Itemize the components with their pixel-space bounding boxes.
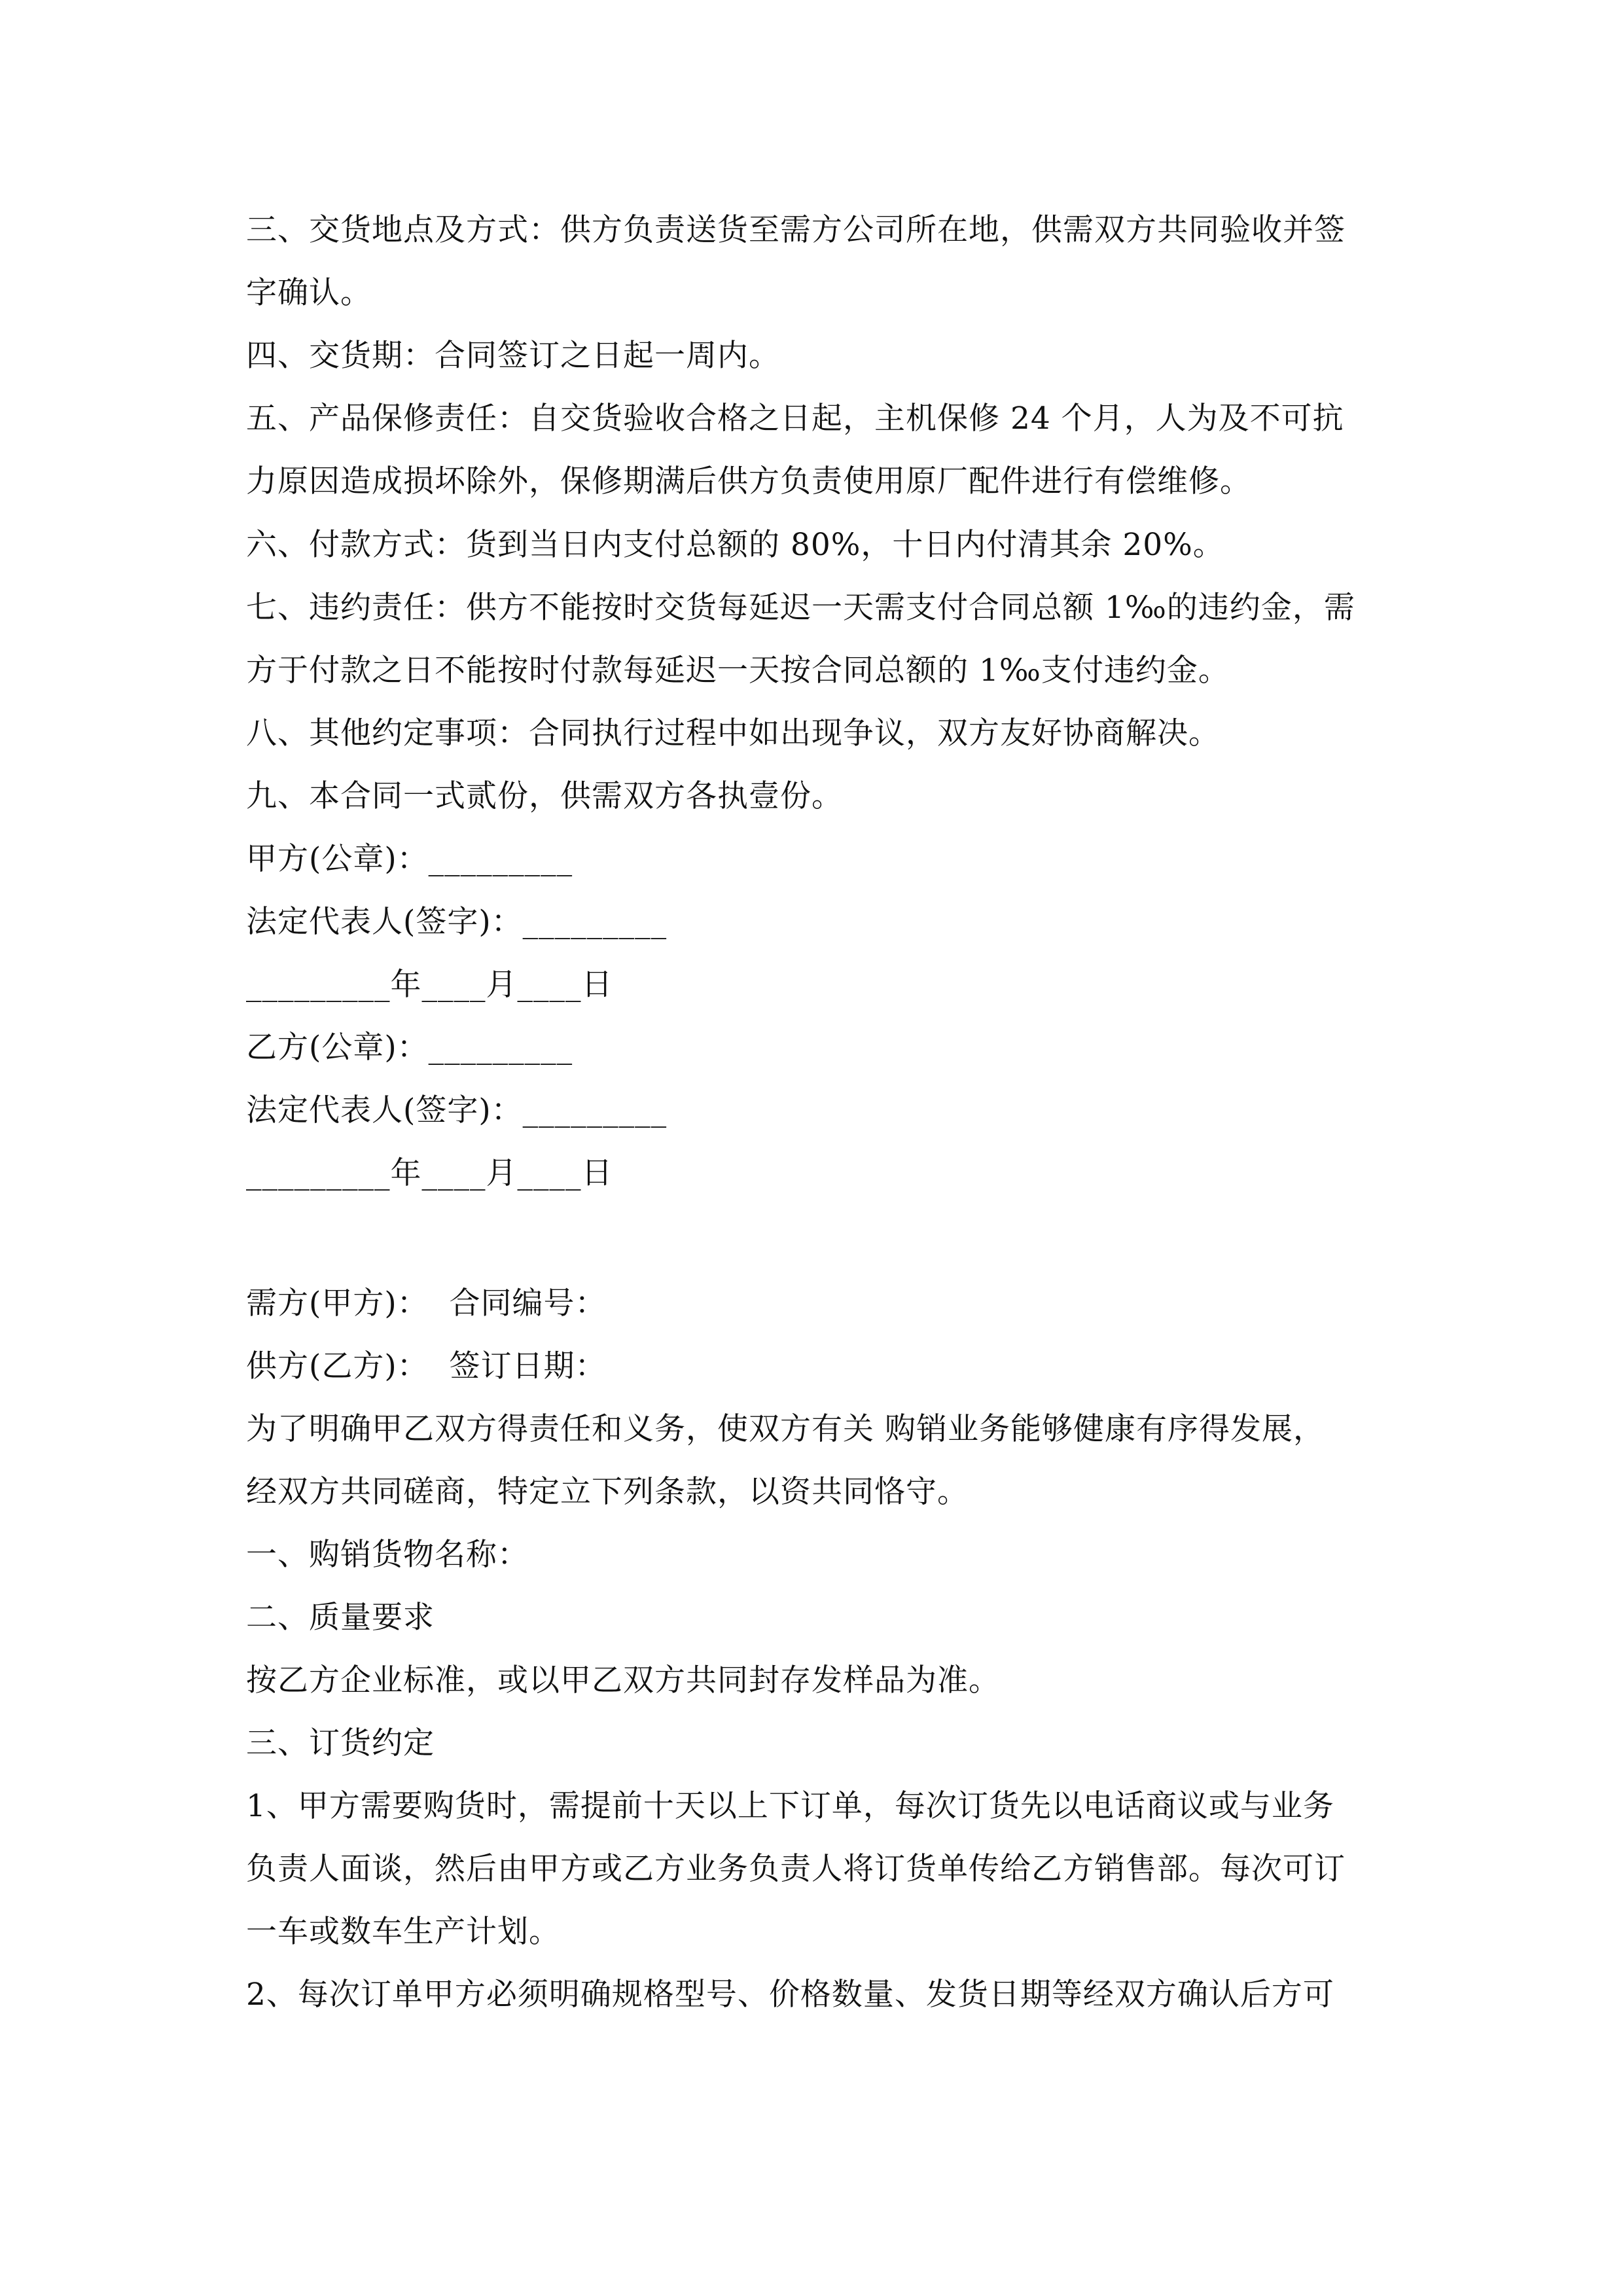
preamble-line-1: 为了明确甲乙双方得责任和义务，使双方有关 购销业务能够健康有序得发展，: [246, 1411, 1325, 1447]
clause-3-delivery-location-line-1: 三、交货地点及方式：供方负责送货至需方公司所在地，供需双方共同验收并签: [246, 212, 1346, 248]
section-2-quality-heading: 二、质量要求: [246, 1600, 435, 1636]
section-2-quality-text: 按乙方企业标准，或以甲乙双方共同封存发样品为准。: [246, 1662, 1000, 1698]
clause-5-warranty-line-2: 力原因造成损坏除外，保修期满后供方负责使用原厂配件进行有偿维修。: [246, 463, 1251, 499]
buyer-contract-number-line: 需方(甲方)： 合同编号：: [246, 1285, 607, 1321]
clause-8-other-matters: 八、其他约定事项：合同执行过程中如出现争议，双方友好协商解决。: [246, 715, 1220, 751]
party-a-seal-line: 甲方(公章)：_________: [246, 841, 573, 877]
clause-9-copies: 九、本合同一式贰份，供需双方各执壹份。: [246, 778, 843, 814]
party-a-representative-line: 法定代表人(签字)：_________: [246, 904, 668, 940]
preamble-line-2: 经双方共同磋商，特定立下列条款，以资共同恪守。: [246, 1474, 969, 1510]
section-3-ordering-heading: 三、订货约定: [246, 1725, 435, 1761]
party-b-seal-line: 乙方(公章)：_________: [246, 1030, 573, 1066]
party-b-date-line: _________年____月____日: [246, 1155, 613, 1191]
clause-4-delivery-period: 四、交货期：合同签订之日起一周内。: [246, 338, 780, 374]
clause-5-warranty-line-1: 五、产品保修责任：自交货验收合格之日起，主机保修 24 个月，人为及不可抗: [246, 401, 1344, 437]
section-1-goods-name: 一、购销货物名称：: [246, 1537, 529, 1573]
party-a-date-line: _________年____月____日: [246, 967, 613, 1003]
ordering-item-1-line-3: 一车或数车生产计划。: [246, 1914, 560, 1950]
clause-7-breach-line-2: 方于付款之日不能按时付款每延迟一天按合同总额的 1‰支付违约金。: [246, 653, 1230, 689]
ordering-item-2-line-1: 2、每次订单甲方必须明确规格型号、价格数量、发货日期等经双方确认后方可: [246, 1977, 1334, 2013]
clause-7-breach-line-1: 七、违约责任：供方不能按时交货每延迟一天需支付合同总额 1‰的违约金，需: [246, 590, 1355, 626]
supplier-signing-date-line: 供方(乙方)： 签订日期：: [246, 1348, 607, 1384]
ordering-item-1-line-2: 负责人面谈，然后由甲方或乙方业务负责人将订货单传给乙方销售部。每次可订: [246, 1851, 1346, 1887]
clause-6-payment: 六、付款方式：货到当日内支付总额的 80%，十日内付清其余 20%。: [246, 527, 1224, 563]
ordering-item-1-line-1: 1、甲方需要购货时，需提前十天以上下订单，每次订货先以电话商议或与业务: [246, 1788, 1334, 1824]
clause-3-delivery-location-line-2: 字确认。: [246, 275, 372, 311]
party-b-representative-line: 法定代表人(签字)：_________: [246, 1092, 668, 1128]
